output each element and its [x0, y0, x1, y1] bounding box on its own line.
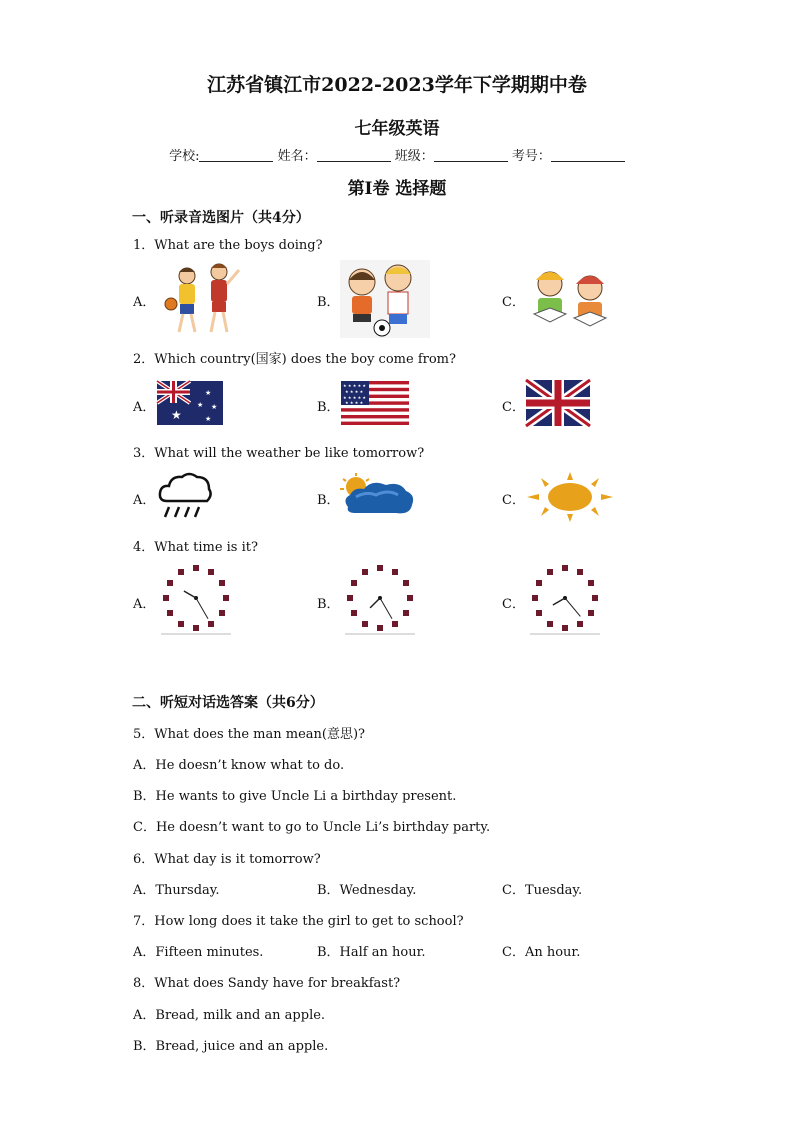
basketball-players-icon: [157, 262, 247, 336]
clock-hour-hand: [553, 598, 565, 605]
svg-text:★ ★ ★ ★: ★ ★ ★ ★: [345, 400, 364, 405]
clock-hour-marker: [219, 580, 225, 586]
svg-text:★ ★ ★ ★: ★ ★ ★ ★: [345, 389, 364, 394]
name-blank[interactable]: [317, 148, 391, 162]
clock-hour-marker: [592, 595, 598, 601]
clock-hour-marker: [407, 595, 413, 601]
soccer-players-icon: [340, 260, 430, 338]
clock-hour-marker: [167, 580, 173, 586]
svg-text:★: ★: [211, 403, 218, 411]
svg-text:★ ★ ★ ★ ★: ★ ★ ★ ★ ★: [343, 383, 367, 388]
q4-option-b[interactable]: B．: [317, 597, 340, 612]
question-8-stem: 8．What does Sandy have for breakfast?: [133, 976, 401, 991]
clock-hour-marker: [163, 595, 169, 601]
q1-option-b[interactable]: B．: [317, 295, 340, 310]
part-title: 第Ⅰ卷 选择题: [347, 179, 447, 199]
clock-minute-hand: [196, 598, 208, 619]
q2-option-b[interactable]: B．: [317, 400, 340, 415]
number-label: 考号：: [511, 149, 551, 164]
class-blank[interactable]: [434, 148, 508, 162]
clock-hour-hand: [184, 591, 196, 598]
q1-option-c[interactable]: C．: [502, 295, 525, 310]
australia-flag-icon: [157, 381, 223, 425]
svg-text:★: ★: [205, 389, 212, 397]
q6-option-c[interactable]: C．Tuesday.: [502, 883, 583, 898]
q5-option-a[interactable]: A．He doesn’t know what to do.: [133, 758, 345, 773]
school-label: 学校:: [169, 149, 200, 164]
sun-icon: [527, 472, 613, 522]
q3-option-c[interactable]: C．: [502, 493, 525, 508]
clock-hour-marker: [392, 569, 398, 575]
uk-flag-icon: [526, 380, 590, 426]
q6-option-b[interactable]: B．Wednesday.: [317, 883, 417, 898]
clock-hour-marker: [208, 621, 214, 627]
clock-hour-marker: [562, 625, 568, 631]
clock-hour-marker: [577, 621, 583, 627]
section-2-title: 二、听短对话选答案（共6分）: [132, 695, 324, 711]
question-3-stem: 3．What will the weather be like tomorrow?: [133, 446, 425, 461]
reading-kids-icon: [528, 264, 614, 334]
clock-hour-marker: [536, 580, 542, 586]
clock-minute-hand: [565, 598, 580, 616]
svg-text:★: ★: [197, 401, 204, 409]
svg-text:★: ★: [205, 415, 212, 423]
q8-option-b[interactable]: B．Bread, juice and an apple.: [133, 1039, 329, 1054]
clock-hour-marker: [193, 625, 199, 631]
q1-option-a[interactable]: A．: [133, 295, 156, 310]
q6-option-a[interactable]: A．Thursday.: [133, 883, 220, 898]
question-4-stem: 4．What time is it?: [133, 540, 258, 555]
clock-hour-marker: [392, 621, 398, 627]
school-blank[interactable]: [199, 148, 273, 162]
clock-hour-marker: [219, 610, 225, 616]
clock-hour-marker: [588, 610, 594, 616]
q5-option-b[interactable]: B．He wants to give Uncle Li a birthday present.: [133, 789, 457, 804]
svg-text:★ ★ ★ ★ ★: ★ ★ ★ ★ ★: [343, 395, 367, 400]
clock-hour-marker: [547, 621, 553, 627]
q5-option-c[interactable]: C．He doesn’t want to go to Uncle Li’s birthday party.: [133, 820, 491, 835]
clock-hour-marker: [562, 565, 568, 571]
clock-hour-marker: [362, 569, 368, 575]
question-1-stem: 1．What are the boys doing?: [133, 238, 323, 253]
q8-option-a[interactable]: A．Bread, milk and an apple.: [133, 1008, 326, 1023]
student-info-line: [0, 145, 794, 164]
clock-hour-marker: [532, 595, 538, 601]
clock-hour-hand: [370, 598, 380, 608]
clock-hour-marker: [351, 580, 357, 586]
clock-hour-marker: [547, 569, 553, 575]
clock-hour-marker: [577, 569, 583, 575]
clock-hour-marker: [403, 580, 409, 586]
rain-cloud-icon: [157, 471, 213, 523]
q4-option-c[interactable]: C．: [502, 597, 525, 612]
exam-title: 江苏省镇江市2022-2023学年下学期期中卷: [207, 74, 587, 96]
partly-cloudy-icon: [340, 473, 416, 519]
q3-option-b[interactable]: B．: [317, 493, 340, 508]
clock-minute-hand: [380, 598, 392, 619]
question-6-stem: 6．What day is it tomorrow?: [133, 852, 321, 867]
clock-hour-marker: [536, 610, 542, 616]
usa-flag-icon: [341, 381, 409, 425]
q2-option-c[interactable]: C．: [502, 400, 525, 415]
question-2-stem: 2．Which country(国家) does the boy come from?: [133, 352, 456, 367]
clock-hour-marker: [377, 625, 383, 631]
svg-text:★: ★: [171, 408, 182, 422]
question-5-stem: 5．What does the man mean(意思)?: [133, 727, 366, 742]
clock-icon: [157, 565, 235, 637]
q2-option-a[interactable]: A．: [133, 400, 156, 415]
clock-icon: [526, 565, 604, 637]
clock-hour-marker: [403, 610, 409, 616]
class-label: 班级：: [394, 149, 434, 164]
clock-hour-marker: [208, 569, 214, 575]
clock-hour-marker: [167, 610, 173, 616]
q7-option-c[interactable]: C．An hour.: [502, 945, 581, 960]
q4-option-a[interactable]: A．: [133, 597, 156, 612]
clock-hour-marker: [178, 621, 184, 627]
number-blank[interactable]: [551, 148, 625, 162]
clock-hour-marker: [377, 565, 383, 571]
question-7-stem: 7．How long does it take the girl to get to school?: [133, 914, 464, 929]
name-label: 姓名：: [277, 149, 317, 164]
exam-subtitle: 七年级英语: [354, 119, 440, 139]
clock-hour-marker: [347, 595, 353, 601]
q3-option-a[interactable]: A．: [133, 493, 156, 508]
clock-hour-marker: [351, 610, 357, 616]
clock-hour-marker: [178, 569, 184, 575]
clock-icon: [341, 565, 419, 637]
clock-hour-marker: [223, 595, 229, 601]
clock-hour-marker: [588, 580, 594, 586]
q7-option-b[interactable]: B．Half an hour.: [317, 945, 426, 960]
clock-hour-marker: [362, 621, 368, 627]
section-1-title: 一、听录音选图片（共4分）: [132, 210, 310, 226]
clock-hour-marker: [193, 565, 199, 571]
q7-option-a[interactable]: A．Fifteen minutes.: [133, 945, 264, 960]
